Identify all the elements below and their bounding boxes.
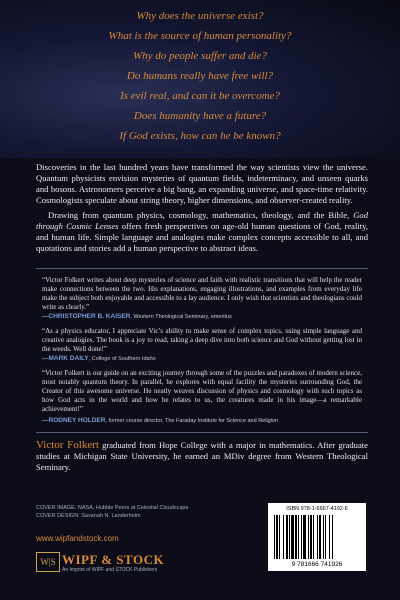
author-bio	[36, 440, 368, 473]
barcode	[268, 503, 366, 571]
publisher-tagline: An Imprint of WIPF and STOCK Publishers	[62, 567, 158, 573]
publisher-logo-icon: W|S	[36, 552, 60, 572]
intro-paragraph-1: Discoveries in the last hundred years have transformed the way scientists view the universe. Quantum physicists envision mysteries of quantum fields, indeterminacy, and unseen quarks and bosons. Astronomers perceive a big bang, an expanding universe, and space-time relativity. Cosmologists speculate about string theory, higher dimensions, and observer-created reality.	[36, 162, 368, 205]
barcode-bars-icon	[274, 515, 360, 559]
author-bio-text: graduated from Hope College with a major in mathematics. After graduate studies at Michigan State University, he earned an MDiv degree from Western Theological Seminary.	[36, 440, 368, 472]
endorser-name: —CHRISTOPHER B. KAISER	[42, 313, 131, 320]
endorser-name: —RODNEY HOLDER	[42, 417, 106, 424]
endorser-affiliation: , former course director, The Faraday Institute for Science and Religion	[105, 418, 279, 424]
intro-paragraph-2	[36, 210, 368, 254]
publisher-name: WIPF & STOCK	[62, 552, 165, 567]
intro-text: offers fresh perspectives on age-old human questions of God, reality, and human life. Simple language and analogies make complex concepts accessible to all, and quotations and stories add a human perspective to abstract ideas.	[36, 221, 368, 253]
intro-text: Drawing from quantum physics, cosmology, mathematics, theology, and the Bible,	[48, 210, 354, 220]
question-line: Why does the universe exist?	[136, 10, 264, 22]
divider	[36, 432, 368, 433]
endorsement-quote: “Victor Folkert writes about deep mysteries of science and faith with realistic transitions that will help the reader make connections between the two. His explanations, engaging illustrations, and examples from everyday life make the subject both enjoyable and accessible to a lay audience. I only wish that scientists and theologians could write as clearly.”	[42, 276, 362, 311]
barcode-number: 9 781666 741926	[291, 561, 343, 568]
endorser-affiliation: , Western Theological Seminary, emeritus	[130, 314, 232, 320]
author-name: Victor Folkert	[36, 439, 99, 451]
cover-image-credit: COVER IMAGE: NASA, Hubble Peers at Celestial Cloudscape	[36, 505, 189, 511]
book-title: God through Cosmic Lenses	[36, 210, 368, 231]
isbn-label: ISBN 978-1-6667-4192-6	[286, 506, 348, 512]
endorsement-quote: “As a physics educator, I appreciate Vic’s ability to make sense of complex topics, using simple language and creative analogies. The book is a joy to read, taking a deep dive into both science and God without getting lost in the weeds. Well done!”	[42, 327, 362, 353]
question-line: Does humanity have a future?	[133, 110, 267, 122]
question-line: Why do people suffer and die?	[132, 50, 268, 62]
endorser-name: —MARK DAILY	[42, 355, 89, 362]
endorsement-attribution	[42, 355, 362, 363]
question-line: Do humans really have free will?	[126, 70, 274, 82]
question-line: What is the source of human personality?	[108, 30, 292, 42]
question-line: Is evil real, and can it be overcome?	[120, 90, 280, 102]
publisher-url[interactable]: www.wipfandstock.com	[36, 534, 119, 543]
endorser-affiliation: , College of Southern Idaho	[88, 356, 156, 362]
question-panel	[0, 0, 400, 158]
endorsement-quote: “Victor Folkert is our guide on an exciting journey through some of the puzzles and paradoxes of modern science, most notably quantum theory. In parallel, he explores with equal facility the mysteries surrounding God, the Creator of this awesome universe. He neatly weaves discussion of physics and cosmology with such topics as how God acts in the world and how he relates to us, the creatures made in his image—a remarkable achievement!”	[42, 369, 362, 413]
cover-design-credit: COVER DESIGN: Savanah N. Landerholm	[36, 513, 141, 519]
divider	[36, 268, 368, 269]
endorsement-attribution	[42, 313, 362, 321]
endorsement-attribution	[42, 417, 362, 425]
question-line: If God exists, how can he be known?	[119, 130, 281, 142]
